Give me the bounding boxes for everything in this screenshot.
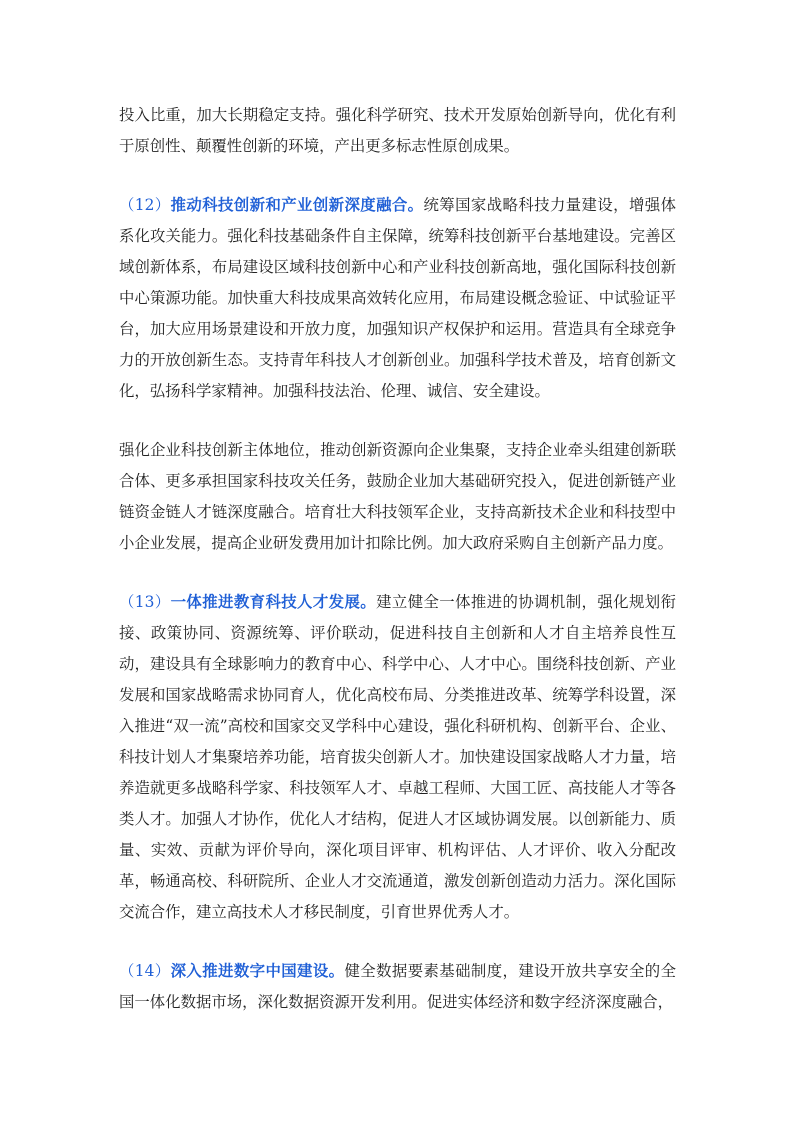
paragraph-text: 健全数据要素基础制度，建设开放共享安全的全国一体化数据市场，深化数据资源开发利用。促进实体经济和数字经济深度融合， <box>119 962 676 1011</box>
paragraph-spacer <box>119 162 676 190</box>
paragraph-text: 强化企业科技创新主体地位，推动创新资源向企业集聚，支持企业牵头组建创新联合体、更多承担国家科技攻关任务，鼓励企业加大基础研究投入，促进创新链产业链资金链人才链深度融合。培育壮大科技领军企业，支持高新技术企业和科技型中小企业发展，提高企业研发费用加计扣除比例。加大政府采购自主创新产品力度。 <box>119 441 676 552</box>
section-heading-12 <box>119 196 424 214</box>
section-heading-13 <box>119 593 376 611</box>
section-heading-text: 推动科技创新和产业创新深度融合。 <box>170 196 424 214</box>
paragraph-spacer <box>119 559 676 587</box>
paragraph-spacer <box>119 928 676 956</box>
paragraph-14 <box>119 956 676 1018</box>
paragraph-text: 投入比重，加大长期稳定支持。强化科学研究、技术开发原始创新导向，优化有利于原创性、颠覆性创新的环境，产出更多标志性原创成果。 <box>119 106 676 155</box>
paragraph-spacer <box>119 407 676 435</box>
document-page <box>119 100 676 1018</box>
section-number: （14） <box>119 962 171 980</box>
paragraph-13 <box>119 587 676 928</box>
section-number: （12） <box>119 196 171 214</box>
paragraph-text: 建立健全一体推进的协调机制，强化规划衔接、政策协同、资源统筹、评价联动，促进科技自主创新和人才自主培养良性互动，建设具有全球影响力的教育中心、科学中心、人才中心。围绕科技创新、产业发展和国家战略需求协同育人，优化高校布局、分类推进改革、统筹学科设置，深入推进“双一流”高校和国家交叉学科中心建设，强化科研机构、创新平台、企业、科技计划人才集聚培养功能，培育拔尖创新人才。加快建设国家战略人才力量，培养造就更多战略科学家、科技领军人才、卓越工程师、大国工匠、高技能人才等各类人才。加强人才协作，优化人才结构，促进人才区域协调发展。以创新能力、质量、实效、贡献为评价导向，深化项目评审、机构评估、人才评价、收入分配改革，畅通高校、科研院所、企业人才交流通道，激发创新创造动力活力。深化国际交流合作，建立高技术人才移民制度，引育世界优秀人才。 <box>119 593 676 921</box>
section-heading-text: 一体推进教育科技人才发展。 <box>170 593 377 611</box>
paragraph-text: 统筹国家战略科技力量建设，增强体系化攻关能力。强化科技基础条件自主保障，统筹科技创新平台基地建设。完善区域创新体系，布局建设区域科技创新中心和产业科技创新高地，强化国际科技创新中心策源功能。加快重大科技成果高效转化应用，布局建设概念验证、中试验证平台，加大应用场景建设和开放力度，加强知识产权保护和运用。营造具有全球竞争力的开放创新生态。支持青年科技人才创新创业。加强科学技术普及，培育创新文化，弘扬科学家精神。加强科技法治、伦理、诚信、安全建设。 <box>119 196 676 400</box>
section-number: （13） <box>119 593 171 611</box>
paragraph-continuation <box>119 100 676 162</box>
paragraph-12 <box>119 190 676 407</box>
section-heading-text: 深入推进数字中国建设。 <box>170 962 345 980</box>
paragraph-12b <box>119 435 676 559</box>
section-heading-14 <box>119 962 344 980</box>
